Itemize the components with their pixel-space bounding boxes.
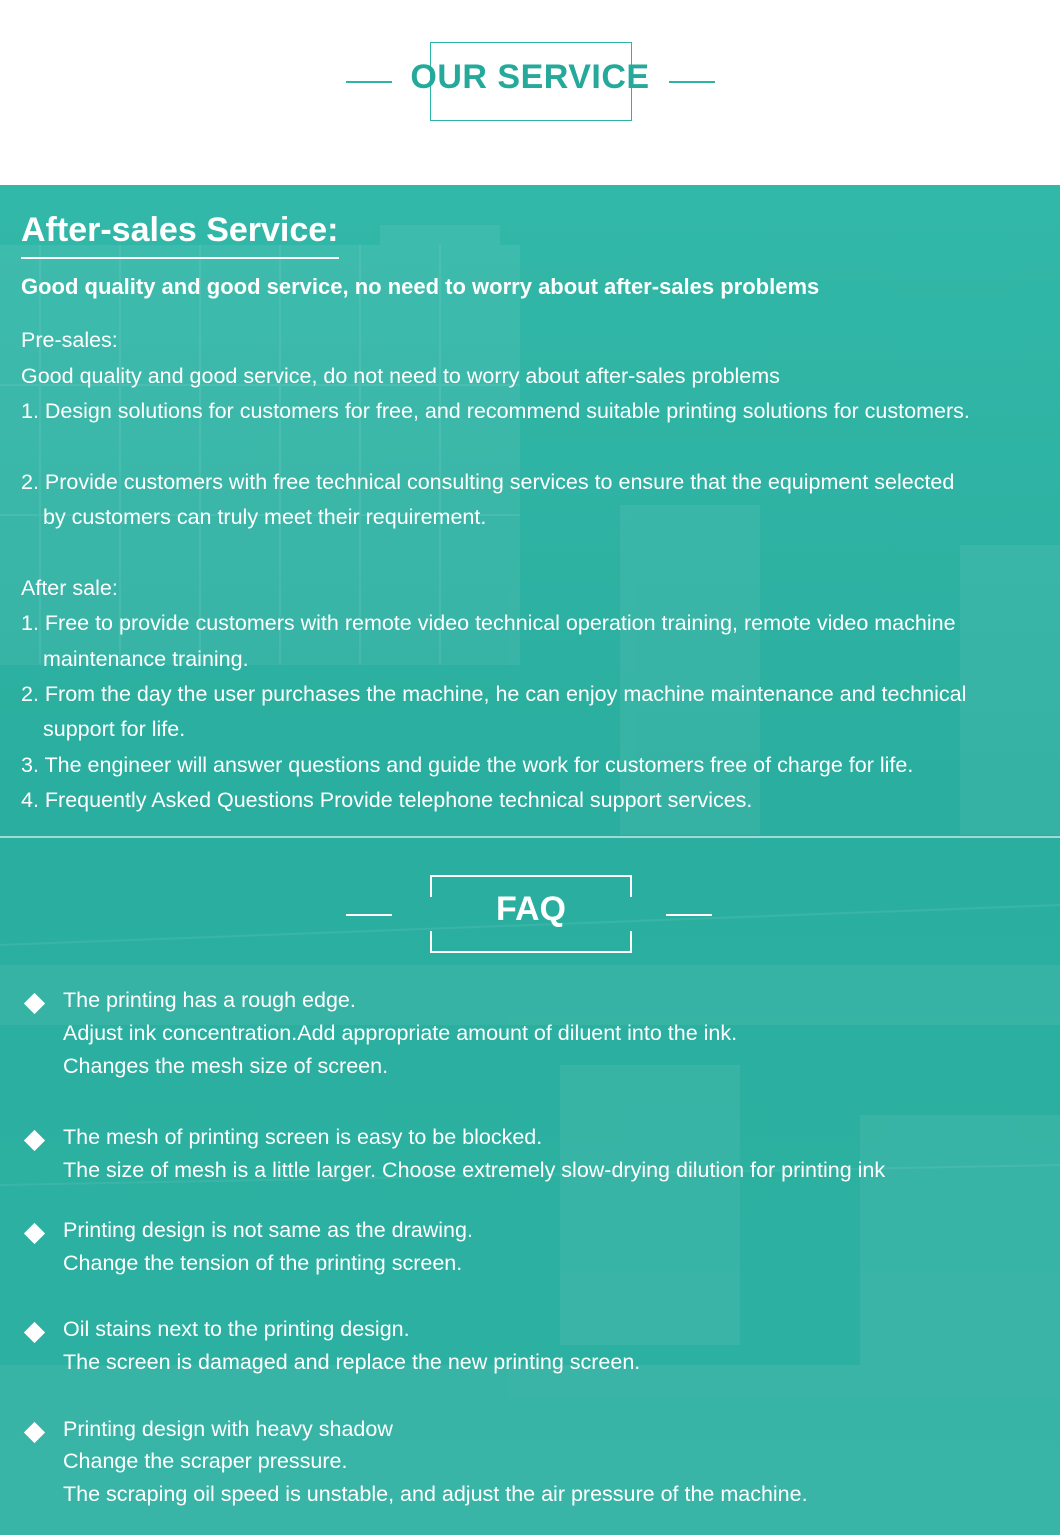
faq-question: Oil stains next to the printing design. [63, 1317, 410, 1341]
after-sale-item-2-cont: support for life. [43, 717, 186, 741]
faq-question: Printing design is not same as the drawing. [63, 1218, 473, 1242]
after-sale-item-1-cont: maintenance training. [43, 647, 249, 671]
service-section [0, 185, 1060, 1535]
faq-question: Printing design with heavy shadow [63, 1417, 393, 1441]
faq-question: The mesh of printing screen is easy to be blocked. [63, 1125, 543, 1149]
faq-dash-left [346, 914, 392, 916]
after-sale-item-3: 3. The engineer will answer questions and guide the work for customers free of charge for life. [21, 753, 914, 777]
pre-sales-intro: Good quality and good service, do not need to worry about after-sales problems [21, 364, 780, 388]
faq-answer: Adjust ink concentration.Add appropriate amount of diluent into the ink. [63, 1021, 738, 1045]
pre-sales-label: Pre-sales: [21, 328, 118, 352]
faq-answer: Changes the mesh size of screen. [63, 1054, 389, 1078]
after-sales-title: After-sales Service: [21, 211, 339, 249]
service-header [0, 0, 1060, 185]
after-sales-subtitle: Good quality and good service, no need to worry about after-sales problems [21, 274, 820, 299]
faq-answer: Change the tension of the printing screen. [63, 1251, 463, 1275]
pre-sales-item-1: 1. Design solutions for customers for free, and recommend suitable printing solutions for customers. [21, 399, 970, 423]
after-sale-label: After sale: [21, 576, 118, 600]
faq-answer: The size of mesh is a little larger. Choose extremely slow-drying dilution for printing ink [63, 1158, 886, 1182]
title-dash-right [669, 81, 715, 83]
faq-title: FAQ [496, 890, 566, 928]
pre-sales-item-2: 2. Provide customers with free technical consulting services to ensure that the equipment selected [21, 470, 955, 494]
after-sale-item-2: 2. From the day the user purchases the machine, he can enjoy machine maintenance and technical [21, 682, 967, 706]
faq-answer: The screen is damaged and replace the new printing screen. [63, 1350, 641, 1374]
faq-dash-right [666, 914, 712, 916]
pre-sales-item-2-cont: by customers can truly meet their requirement. [43, 505, 487, 529]
after-sales-underline [21, 257, 339, 259]
faq-question: The printing has a rough edge. [63, 988, 356, 1012]
section-divider [0, 836, 1060, 838]
after-sale-item-4: 4. Frequently Asked Questions Provide telephone technical support services. [21, 788, 753, 812]
page-title: OUR SERVICE [410, 58, 650, 96]
faq-answer: The scraping oil speed is unstable, and adjust the air pressure of the machine. [63, 1482, 808, 1506]
faq-answer: Change the scraper pressure. [63, 1449, 348, 1473]
after-sale-item-1: 1. Free to provide customers with remote video technical operation training, remote video machine [21, 611, 956, 635]
faq-frame-bottom [430, 931, 632, 953]
